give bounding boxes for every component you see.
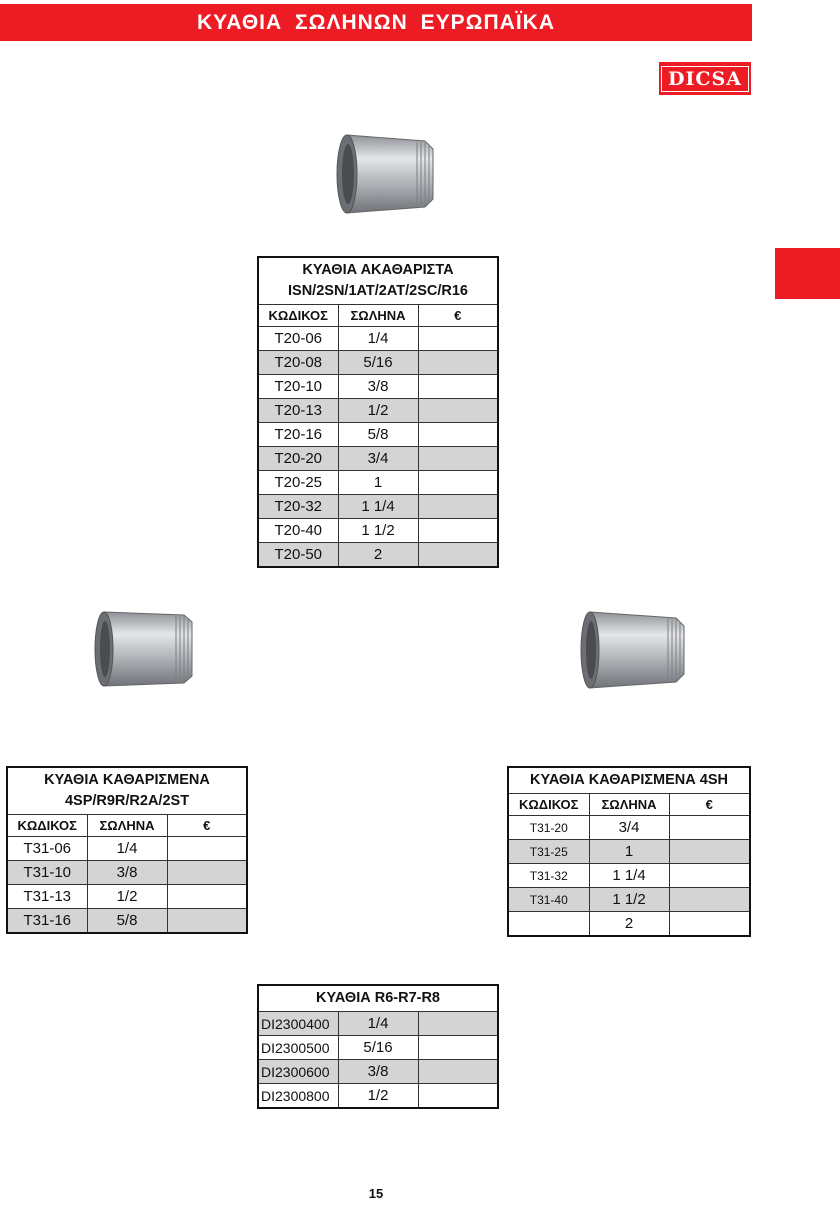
code-cell: T31-06 xyxy=(7,837,87,861)
price-cell xyxy=(669,816,750,840)
dicsa-logo xyxy=(659,62,751,95)
code-cell: DI2300600 xyxy=(258,1060,338,1084)
code-cell: T20-16 xyxy=(258,423,338,447)
size-cell: 1 1/4 xyxy=(338,495,418,519)
price-table-r6-r7-r8 xyxy=(257,984,499,1109)
table-title-line2: ISN/2SN/1AT/2AT/2SC/R16 xyxy=(288,283,468,299)
table-title-line1: ΚΥΑΘΙΑ ΑΚΑΘΑΡΙΣΤΑ xyxy=(302,262,454,278)
size-cell: 5/8 xyxy=(338,423,418,447)
code-cell: T31-25 xyxy=(508,840,589,864)
table-title xyxy=(258,257,498,305)
code-cell: T20-08 xyxy=(258,351,338,375)
size-cell: 1/4 xyxy=(338,1012,418,1036)
column-header-hose: ΣΩΛΗΝΑ xyxy=(589,794,669,816)
table-title xyxy=(7,767,247,815)
table-row xyxy=(508,864,750,888)
size-cell: 3/8 xyxy=(338,375,418,399)
code-cell: DI2300400 xyxy=(258,1012,338,1036)
price-cell xyxy=(418,447,498,471)
price-cell xyxy=(669,888,750,912)
table-row xyxy=(258,375,498,399)
fitting-image-left xyxy=(92,606,198,692)
price-table-cleaned-ferrules xyxy=(6,766,248,934)
code-cell xyxy=(508,912,589,937)
size-cell: 3/4 xyxy=(338,447,418,471)
table-row xyxy=(258,399,498,423)
price-table-cleaned-4sh xyxy=(507,766,751,937)
price-cell xyxy=(418,1036,498,1060)
code-cell: T20-25 xyxy=(258,471,338,495)
table-row xyxy=(258,543,498,568)
table-title: ΚΥΑΘΙΑ R6-R7-R8 xyxy=(258,985,498,1012)
price-cell xyxy=(418,375,498,399)
page-header-banner: ΚΥΑΘΙΑ ΣΩΛΗΝΩΝ ΕΥΡΩΠΑΪΚΑ xyxy=(0,4,752,41)
table-row xyxy=(7,861,247,885)
price-cell xyxy=(418,327,498,351)
code-cell: T31-10 xyxy=(7,861,87,885)
code-cell: T31-13 xyxy=(7,885,87,909)
table-row xyxy=(258,447,498,471)
table-row xyxy=(508,816,750,840)
table-row xyxy=(508,840,750,864)
price-cell xyxy=(167,837,247,861)
table-title-line1: ΚΥΑΘΙΑ ΚΑΘΑΡΙΣΜΕΝΑ xyxy=(44,772,210,788)
size-cell: 1/2 xyxy=(87,885,167,909)
column-header-code: ΚΩΔΙΚΟΣ xyxy=(508,794,589,816)
price-cell xyxy=(418,543,498,568)
code-cell: DI2300800 xyxy=(258,1084,338,1109)
size-cell: 1 1/2 xyxy=(589,888,669,912)
table-row xyxy=(258,495,498,519)
size-cell: 1 xyxy=(338,471,418,495)
price-cell xyxy=(418,495,498,519)
price-cell xyxy=(669,840,750,864)
price-table-raw-ferrules xyxy=(257,256,499,568)
price-cell xyxy=(669,912,750,937)
table-row xyxy=(258,351,498,375)
section-tab-marker xyxy=(775,248,840,299)
table-row xyxy=(258,519,498,543)
price-cell xyxy=(167,861,247,885)
size-cell: 2 xyxy=(338,543,418,568)
code-cell: T20-10 xyxy=(258,375,338,399)
size-cell: 1 1/2 xyxy=(338,519,418,543)
size-cell: 1/4 xyxy=(87,837,167,861)
size-cell: 5/16 xyxy=(338,351,418,375)
column-header-hose: ΣΩΛΗΝΑ xyxy=(87,815,167,837)
price-cell xyxy=(418,351,498,375)
table-row xyxy=(7,837,247,861)
table-row xyxy=(258,1036,498,1060)
price-cell xyxy=(167,885,247,909)
price-cell xyxy=(418,519,498,543)
code-cell: T31-20 xyxy=(508,816,589,840)
logo-text: DICSA xyxy=(661,66,749,92)
size-cell: 3/8 xyxy=(338,1060,418,1084)
size-cell: 1 xyxy=(589,840,669,864)
table-title-line2: 4SP/R9R/R2A/2ST xyxy=(64,793,190,809)
code-cell: T31-32 xyxy=(508,864,589,888)
size-cell: 5/16 xyxy=(338,1036,418,1060)
price-cell xyxy=(669,864,750,888)
column-header-price: € xyxy=(418,305,498,327)
fitting-image-right xyxy=(578,606,690,694)
size-cell: 1/2 xyxy=(338,1084,418,1109)
table-title: ΚΥΑΘΙΑ ΚΑΘΑΡΙΣΜΕΝΑ 4SH xyxy=(508,767,750,794)
size-cell: 3/4 xyxy=(589,816,669,840)
size-cell: 2 xyxy=(589,912,669,937)
code-cell: T20-50 xyxy=(258,543,338,568)
size-cell: 1/2 xyxy=(338,399,418,423)
table-row xyxy=(258,1012,498,1036)
size-cell: 1 1/4 xyxy=(589,864,669,888)
size-cell: 1/4 xyxy=(338,327,418,351)
code-cell: T20-06 xyxy=(258,327,338,351)
table-row xyxy=(258,1060,498,1084)
code-cell: T20-20 xyxy=(258,447,338,471)
column-header-hose: ΣΩΛΗΝΑ xyxy=(338,305,418,327)
page-number: 15 xyxy=(368,1186,384,1201)
price-cell xyxy=(418,1084,498,1109)
code-cell: DI2300500 xyxy=(258,1036,338,1060)
code-cell: T20-13 xyxy=(258,399,338,423)
table-row xyxy=(258,471,498,495)
price-cell xyxy=(418,399,498,423)
price-cell xyxy=(418,1060,498,1084)
table-row xyxy=(508,888,750,912)
size-cell: 3/8 xyxy=(87,861,167,885)
code-cell: T31-16 xyxy=(7,909,87,934)
table-row xyxy=(258,1084,498,1109)
price-cell xyxy=(418,1012,498,1036)
column-header-price: € xyxy=(669,794,750,816)
column-header-code: ΚΩΔΙΚΟΣ xyxy=(7,815,87,837)
table-row xyxy=(7,885,247,909)
code-cell: T31-40 xyxy=(508,888,589,912)
column-header-price: € xyxy=(167,815,247,837)
column-header-code: ΚΩΔΙΚΟΣ xyxy=(258,305,338,327)
code-cell: T20-40 xyxy=(258,519,338,543)
size-cell: 5/8 xyxy=(87,909,167,934)
table-row xyxy=(258,327,498,351)
table-row xyxy=(508,912,750,937)
price-cell xyxy=(167,909,247,934)
code-cell: T20-32 xyxy=(258,495,338,519)
table-row xyxy=(7,909,247,934)
price-cell xyxy=(418,423,498,447)
price-cell xyxy=(418,471,498,495)
fitting-image-top xyxy=(333,127,439,219)
table-row xyxy=(258,423,498,447)
